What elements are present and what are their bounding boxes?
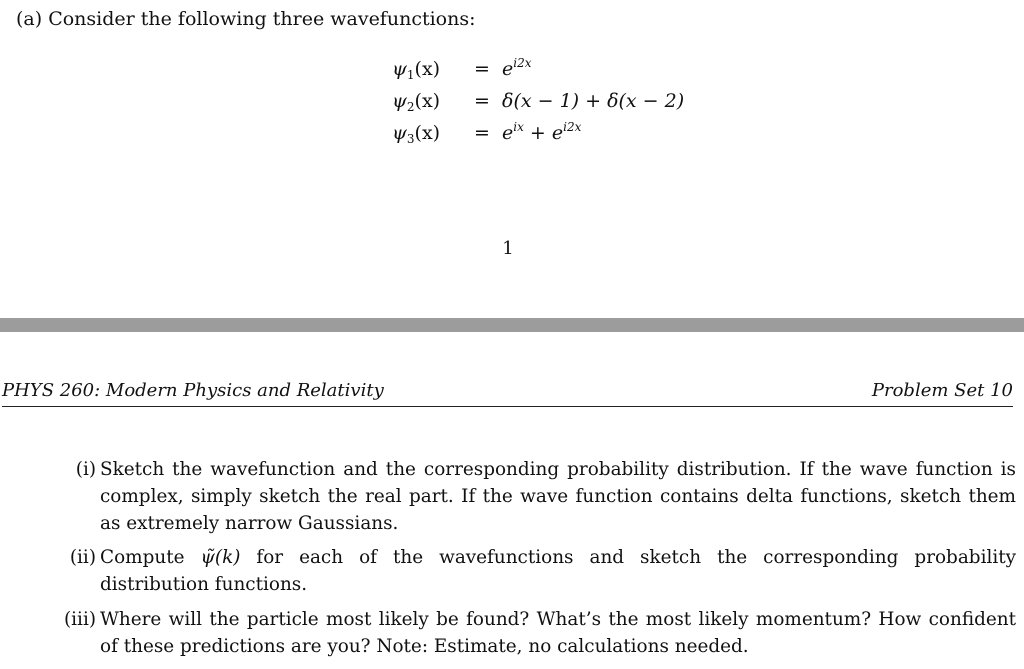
running-header: [2, 380, 1013, 407]
problem-set-title: Problem Set 10: [871, 380, 1013, 401]
list-item: [58, 606, 1016, 660]
item-text: Where will the particle most likely be found? What’s the most likely momentum? How confident of these predictions are you? Note: Estimate, no calculations needed.: [100, 609, 1016, 657]
item-number: (iii): [64, 609, 96, 630]
page-number: 1: [502, 238, 514, 259]
equals-sign: =: [474, 90, 490, 112]
list-item: [58, 544, 1016, 598]
item-number: (i): [75, 459, 96, 480]
equation-rhs: δ(x − 1) + δ(x − 2): [502, 90, 685, 112]
equation-lhs: $\psi_2(x)$: [392, 90, 441, 114]
item-text: Sketch the wavefunction and the corresponding probability distribution. If the wave function is complex, simply sketch the real part. If the wave function contains delta functions, sketch them as extremely narrow Gaussians.: [100, 459, 1016, 534]
course-title: PHYS 260: Modern Physics and Relativity: [2, 380, 384, 401]
equation-lhs: $\psi_1(x)$: [392, 58, 441, 82]
item-text: Compute ψ̃(k) for each of the wavefunctions and sketch the corresponding probability distribution functions.: [100, 547, 1016, 595]
psi-tilde-math: ψ̃(k): [200, 547, 241, 568]
page-divider: [0, 318, 1024, 332]
equation-rhs: $e^{i2x}$: [502, 56, 532, 80]
equation-lhs: $\psi_3(x)$: [392, 122, 441, 146]
problem-intro: (a) Consider the following three wavefunctions:: [16, 8, 476, 30]
equals-sign: =: [474, 122, 490, 144]
list-item: [58, 456, 1016, 537]
question-list: [58, 456, 1016, 667]
equals-sign: =: [474, 58, 490, 80]
item-number: (ii): [69, 547, 96, 568]
equation-rhs: $e^{ix} + e^{i2x}$: [502, 120, 582, 144]
